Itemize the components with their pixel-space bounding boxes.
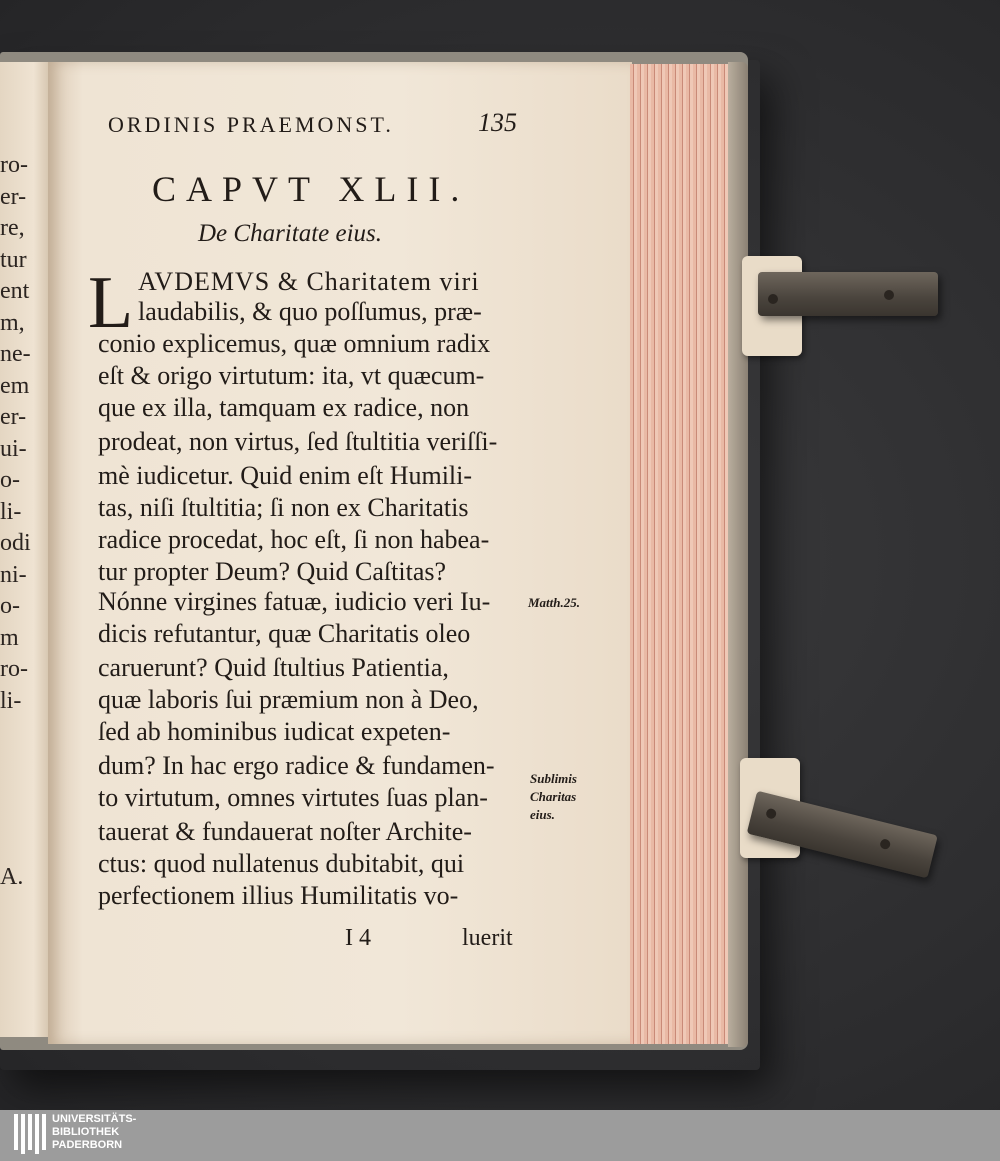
left-page-fragment: ro- bbox=[0, 152, 28, 178]
rivet bbox=[884, 290, 894, 300]
catchword: luerit bbox=[462, 925, 513, 951]
left-page-fragment: o- bbox=[0, 467, 20, 493]
text-line: prodeat, non virtus, ſed ſtultitia veriſſi- bbox=[98, 427, 498, 456]
library-logo-icon bbox=[14, 1114, 46, 1154]
text-line: to virtutum, omnes virtutes ſuas plan- bbox=[98, 783, 488, 812]
text-line: laudabilis, & quo poſſumus, præ- bbox=[138, 297, 482, 326]
cover-edge bbox=[728, 62, 748, 1047]
left-page-fragment: m bbox=[0, 624, 19, 651]
left-page-fragment: er- bbox=[0, 404, 27, 430]
page-number: 135 bbox=[478, 108, 517, 137]
text-line: tas, niſi ſtultitia; ſi non ex Charitatis bbox=[98, 493, 469, 522]
left-page-fragment: em bbox=[0, 372, 30, 399]
text-line: tur propter Deum? Quid Caſtitas? bbox=[98, 557, 447, 586]
margin-note: Sublimis bbox=[530, 771, 577, 786]
left-page-fragment: li- bbox=[0, 498, 22, 525]
left-page-fragment: re, bbox=[0, 215, 25, 241]
text-line: mè iudicetur. Quid enim eſt Humili- bbox=[98, 461, 473, 490]
text-line: conio explicemus, quæ omnium radix bbox=[98, 329, 491, 358]
running-head: ORDINIS PRAEMONST. bbox=[108, 112, 394, 137]
rivet bbox=[768, 294, 778, 304]
text-line: ctus: quod nullatenus dubitabit, qui bbox=[98, 849, 465, 878]
library-name-line2: BIBLIOTHEK bbox=[52, 1126, 120, 1138]
text-line: dum? In hac ergo radice & fundamen- bbox=[98, 751, 495, 780]
left-page-fragment: m, bbox=[0, 309, 25, 336]
left-page-fragment: ent bbox=[0, 278, 30, 304]
text-line: ſed ab hominibus iudicat expeten- bbox=[98, 717, 451, 746]
text-line: eſt & origo virtutum: ita, vt quæcum- bbox=[98, 361, 485, 390]
page-fore-edge bbox=[630, 64, 734, 1044]
clasp-strap-top bbox=[758, 272, 938, 316]
chapter-subtitle: De Charitate eius. bbox=[198, 220, 383, 247]
left-page-fragment: ne- bbox=[0, 341, 31, 367]
left-page-fragment: ni- bbox=[0, 561, 27, 588]
left-page-fragment: odi bbox=[0, 530, 31, 556]
margin-note-citation: Matth.25. bbox=[528, 595, 581, 610]
left-page-fragment: o- bbox=[0, 593, 20, 619]
text-line: caruerunt? Quid ſtultius Patientia, bbox=[98, 653, 449, 682]
text-line: Nónne virgines fatuæ, iudicio veri Iu- bbox=[98, 587, 491, 616]
library-footer bbox=[0, 1110, 1000, 1161]
text-line: dicis refutantur, quæ Charitatis oleo bbox=[98, 619, 471, 648]
library-name-line3: PADERBORN bbox=[52, 1139, 123, 1151]
chapter-title: CAPVT XLII. bbox=[152, 169, 470, 209]
text-line: que ex illa, tamquam ex radice, non bbox=[98, 393, 470, 422]
left-page-fragment: ui- bbox=[0, 435, 27, 462]
text-line: quæ laboris ſui præmium non à Deo, bbox=[98, 685, 479, 714]
margin-note: Charitas bbox=[530, 789, 577, 804]
clasp-strap-bottom bbox=[747, 791, 938, 879]
left-page-fragment: tur bbox=[0, 246, 27, 273]
library-name-line1: UNIVERSITÄTS- bbox=[52, 1113, 137, 1125]
drop-initial: L bbox=[88, 262, 134, 344]
text-line: radice procedat, hoc eſt, ſi non habea- bbox=[98, 525, 490, 554]
text-line: AVDEMVS & Charitatem viri bbox=[138, 267, 480, 296]
text-line: perfectionem illius Humilitatis vo- bbox=[98, 881, 459, 910]
text-line: tauerat & fundauerat noſter Archite- bbox=[98, 817, 472, 846]
left-page-fragment: ro- bbox=[0, 656, 28, 682]
rivet bbox=[765, 808, 777, 820]
left-page bbox=[0, 62, 48, 1037]
library-name bbox=[52, 1113, 136, 1152]
left-page-fragment: li- bbox=[0, 687, 22, 714]
left-page-fragment: A. bbox=[0, 864, 24, 890]
signature-mark: I 4 bbox=[345, 925, 371, 951]
rivet bbox=[879, 838, 891, 850]
margin-note: eius. bbox=[530, 807, 555, 822]
left-page-fragment: er- bbox=[0, 183, 27, 210]
